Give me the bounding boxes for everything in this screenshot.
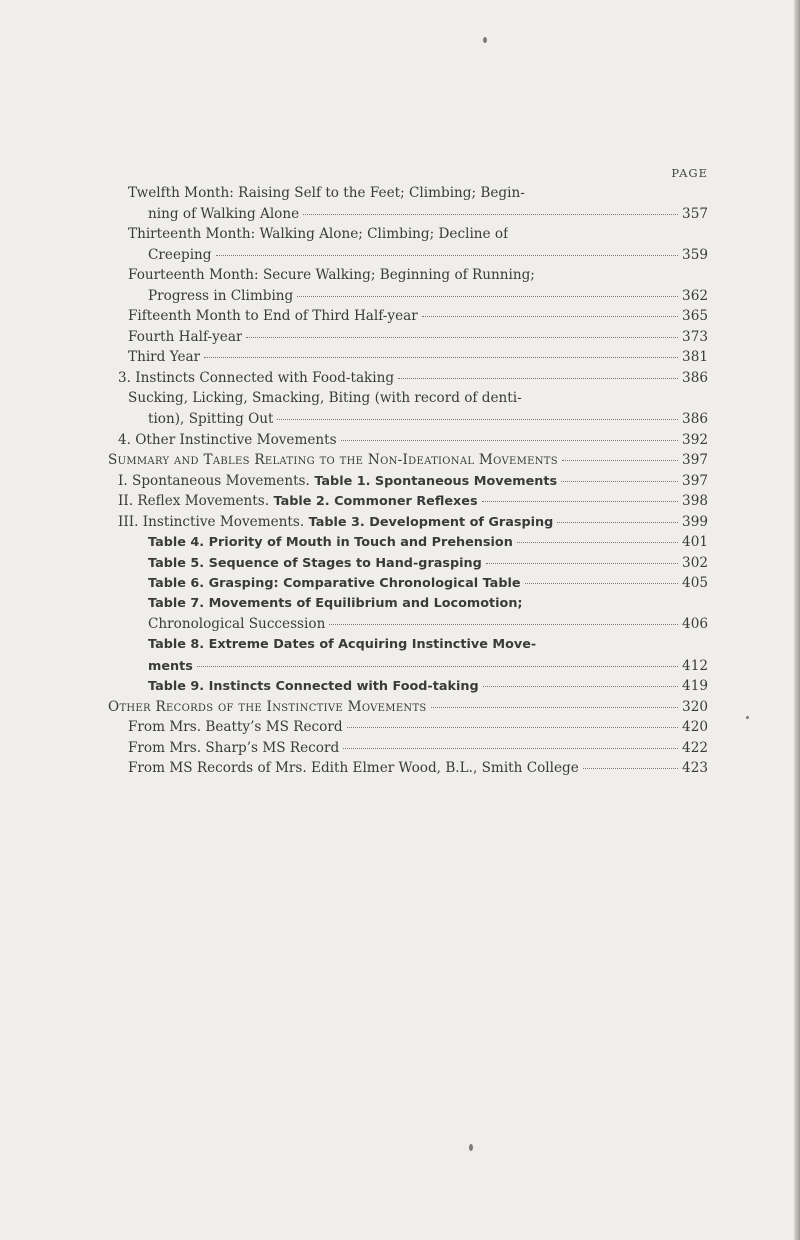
dot-leader [422, 315, 678, 317]
toc-entry-text: From Mrs. Sharp’s MS Record [128, 739, 340, 756]
toc-entry-text: Fourteenth Month: Secure Walking; Beginning of Running; [128, 267, 535, 284]
toc-entry-text: Other Records of the Instinctive Movements [108, 698, 427, 715]
toc-entry-other-records [108, 697, 708, 718]
toc-line [108, 717, 708, 738]
toc-entry-text: From MS Records of Mrs. Edith Elmer Wood, B.L., Smith College [128, 760, 579, 777]
dot-leader [398, 377, 678, 379]
toc-entry-text: Twelfth Month: Raising Self to the Feet; Climbing; Begin- [128, 185, 525, 201]
table-of-contents [108, 163, 708, 779]
toc-entry-text: III. Instinctive Movements. Table 3. Development of Grasping [118, 513, 554, 530]
dot-leader [347, 726, 678, 728]
toc-entry-text: 4. Other Instinctive Movements [118, 431, 337, 448]
toc-entry-text: Progress in Climbing [148, 287, 294, 304]
toc-page-number: 365 [682, 308, 708, 325]
toc-page-number: 386 [682, 411, 708, 428]
toc-page-number: 381 [682, 349, 708, 366]
toc-line [108, 306, 708, 327]
toc-page-number: 362 [682, 287, 708, 304]
toc-entry-beatty [108, 717, 708, 738]
toc-entry-text: tion), Spitting Out [148, 411, 274, 428]
toc-page-number: 392 [682, 431, 708, 448]
toc-entry-text: 3. Instincts Connected with Food-taking [118, 369, 395, 386]
dot-leader [297, 295, 678, 297]
toc-page-number: 419 [682, 678, 708, 695]
dot-leader [216, 254, 679, 256]
toc-entry-text: ning of Walking Alone [148, 205, 300, 222]
toc-line [108, 327, 708, 348]
dot-leader [525, 582, 678, 584]
toc-line [108, 224, 708, 245]
toc-entry-text: Table 6. Grasping: Comparative Chronological Table [148, 576, 521, 592]
toc-line [108, 471, 708, 492]
speck-bottom [469, 1144, 473, 1151]
toc-page-number: 399 [682, 513, 708, 530]
toc-entry-text: Table 4. Priority of Mouth in Touch and Prehension [148, 535, 513, 551]
toc-entry-table6 [108, 573, 708, 594]
toc-entry-instinctive [108, 512, 708, 533]
toc-entry-instincts-food [108, 368, 708, 389]
toc-entry-text: I. Spontaneous Movements. Table 1. Spontaneous Movements [118, 472, 558, 489]
toc-entry-text: Table 7. Movements of Equilibrium and Locomotion; [148, 595, 523, 611]
toc-line [108, 204, 708, 225]
toc-entry-bold-text: Table 3. Development of Grasping [304, 514, 554, 530]
page-edge-shadow [794, 0, 800, 1240]
toc-page-number: 420 [682, 719, 708, 736]
toc-page-number: 423 [682, 760, 708, 777]
toc-entry-spontaneous [108, 471, 708, 492]
toc-entry-text: Chronological Succession [148, 616, 326, 633]
toc-entry-text: Thirteenth Month: Walking Alone; Climbing; Decline of [128, 226, 509, 243]
dot-leader [561, 480, 678, 482]
toc-entry-text: Table 5. Sequence of Stages to Hand-grasping [148, 555, 482, 571]
dot-leader [277, 418, 678, 420]
toc-entry-wood [108, 758, 708, 779]
toc-entry-text: Table 9. Instincts Connected with Food-taking [148, 679, 479, 695]
toc-page-number: 357 [682, 205, 708, 222]
toc-entry-thirteenth [108, 224, 708, 265]
toc-entry-table9 [108, 676, 708, 697]
toc-line [108, 388, 708, 409]
toc-line [108, 676, 708, 697]
toc-entry-bold-text: Table 2. Commoner Reflexes [269, 494, 478, 510]
toc-entry-twelfth [108, 183, 708, 224]
speck-top [483, 37, 487, 43]
toc-line [108, 491, 708, 512]
toc-line [108, 758, 708, 779]
toc-line [108, 532, 708, 553]
toc-line [108, 573, 708, 594]
dot-leader [431, 706, 678, 708]
toc-entry-text: Creeping [148, 246, 212, 263]
dot-leader [303, 213, 678, 215]
dot-leader [197, 665, 678, 667]
dot-leader [341, 439, 678, 441]
dot-leader [343, 747, 678, 749]
toc-line [108, 553, 708, 574]
toc-line [108, 245, 708, 266]
toc-line [108, 409, 708, 430]
dot-leader [246, 336, 678, 338]
toc-line [108, 347, 708, 368]
toc-entry-sharp [108, 738, 708, 759]
toc-line [108, 183, 708, 204]
dot-leader [486, 562, 678, 564]
toc-entry-text: II. Reflex Movements. Table 2. Commoner Reflexes [118, 493, 478, 510]
toc-entry-text: Third Year [128, 349, 201, 366]
toc-page-number: 397 [682, 452, 708, 469]
toc-line [108, 614, 708, 635]
dot-leader [583, 767, 678, 769]
toc-entry-text: Fourth Half-year [128, 328, 243, 345]
page-column-label: PAGE [671, 166, 708, 180]
toc-page-number: 398 [682, 493, 708, 510]
dot-leader [562, 459, 678, 461]
toc-page-number: 397 [682, 472, 708, 489]
toc-entry-text: ments [148, 658, 193, 674]
toc-line [108, 512, 708, 533]
toc-line [108, 265, 708, 286]
toc-page-number: 373 [682, 328, 708, 345]
toc-entry-table8 [108, 635, 708, 676]
speck-right [746, 716, 749, 719]
dot-leader [517, 541, 678, 543]
toc-line [108, 697, 708, 718]
toc-entry-fourteenth [108, 265, 708, 306]
toc-page-number: 320 [682, 698, 708, 715]
toc-entry-text: Fifteenth Month to End of Third Half-year [128, 308, 418, 325]
toc-entry-text: Summary and Tables Relating to the Non-Ideational Movements [108, 452, 558, 469]
toc-entries [108, 183, 708, 779]
dot-leader [329, 623, 678, 625]
dot-leader [482, 500, 678, 502]
toc-page-number: 422 [682, 739, 708, 756]
toc-entry-table4 [108, 532, 708, 553]
toc-entry-table7 [108, 594, 708, 635]
dot-leader [483, 685, 678, 687]
toc-entry-text: Table 8. Extreme Dates of Acquiring Instinctive Move- [148, 637, 537, 653]
toc-entry-table5 [108, 553, 708, 574]
toc-line [108, 635, 708, 656]
toc-page-number: 302 [682, 554, 708, 571]
toc-page-number: 405 [682, 575, 708, 592]
toc-page-number: 406 [682, 616, 708, 633]
toc-page-number: 386 [682, 369, 708, 386]
toc-entry-summary [108, 450, 708, 471]
dot-leader [204, 356, 678, 358]
toc-page-number: 401 [682, 534, 708, 551]
toc-entry-other-instinctive [108, 430, 708, 451]
toc-entry-third-year [108, 347, 708, 368]
dot-leader [557, 521, 678, 523]
toc-entry-reflex [108, 491, 708, 512]
toc-line [108, 286, 708, 307]
toc-line [108, 450, 708, 471]
toc-entry-text: From Mrs. Beatty’s MS Record [128, 719, 343, 736]
toc-line [108, 738, 708, 759]
toc-page-number: 412 [682, 657, 708, 674]
toc-line [108, 656, 708, 677]
toc-line [108, 594, 708, 615]
toc-line [108, 368, 708, 389]
toc-entry-sucking [108, 388, 708, 429]
toc-entry-bold-text: Table 1. Spontaneous Movements [309, 473, 558, 489]
toc-entry-text: Sucking, Licking, Smacking, Biting (with record of denti- [128, 390, 522, 407]
toc-entry-fifteenth [108, 306, 708, 327]
toc-entry-fourth-half-year [108, 327, 708, 348]
toc-page-number: 359 [682, 246, 708, 263]
toc-line [108, 430, 708, 451]
